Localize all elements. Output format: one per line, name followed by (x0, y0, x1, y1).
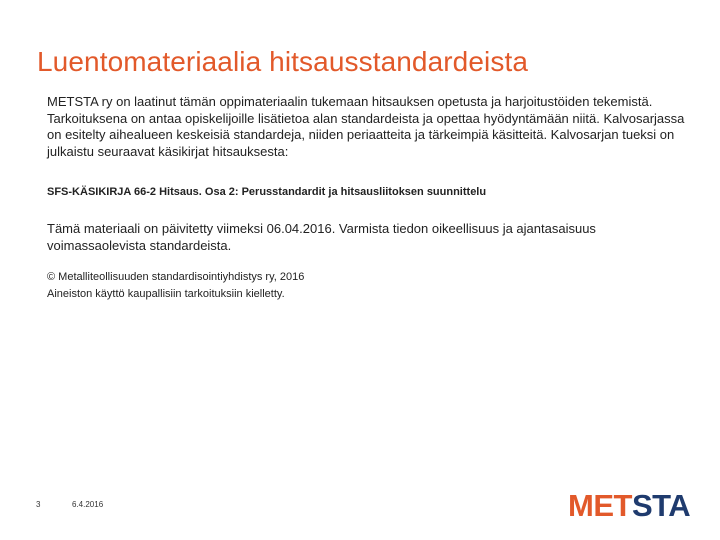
page-number: 3 (36, 500, 41, 509)
metsta-logo (568, 486, 698, 522)
logo-part-met: MET (568, 488, 632, 522)
usage-restriction-line: Aineiston käyttö kaupallisiin tarkoituksiin kielletty. (47, 287, 285, 300)
copyright-block (47, 269, 687, 302)
svg-text:METSTA (568, 488, 690, 522)
logo-part-sta: STA (631, 488, 691, 522)
footer-date: 6.4.2016 (72, 500, 104, 509)
copyright-line: © Metalliteollisuuden standardisointiyhdistys ry, 2016 (47, 271, 305, 283)
slide-title: Luentomateriaalia hitsausstandardeista (37, 46, 528, 77)
update-note: Tämä materiaali on päivitetty viimeksi 06.04.2016. Varmista tiedon oikeellisuus ja ajantasaisuus voimassaolevista standardeista. (47, 221, 596, 253)
intro-paragraph: METSTA ry on laatinut tämän oppimateriaalin tukemaan hitsauksen opetusta ja harjoitustöiden tekemistä. Tarkoituksena on antaa opiskelijoille lisätietoa alan standardeista ja opettaa hyödyntämään niitä. Kalvosarjassa on esitelty aihealueen keskeisiä standardeja, niiden periaatteita ja tärkeimpiä käsitteitä. Kalvosarjan tueksi on julkaistu seuraavat käsikirjat hitsauksesta: (47, 94, 685, 159)
handbook-reference: SFS-KÄSIKIRJA 66-2 Hitsaus. Osa 2: Perusstandardit ja hitsausliitoksen suunnittelu (47, 186, 487, 198)
